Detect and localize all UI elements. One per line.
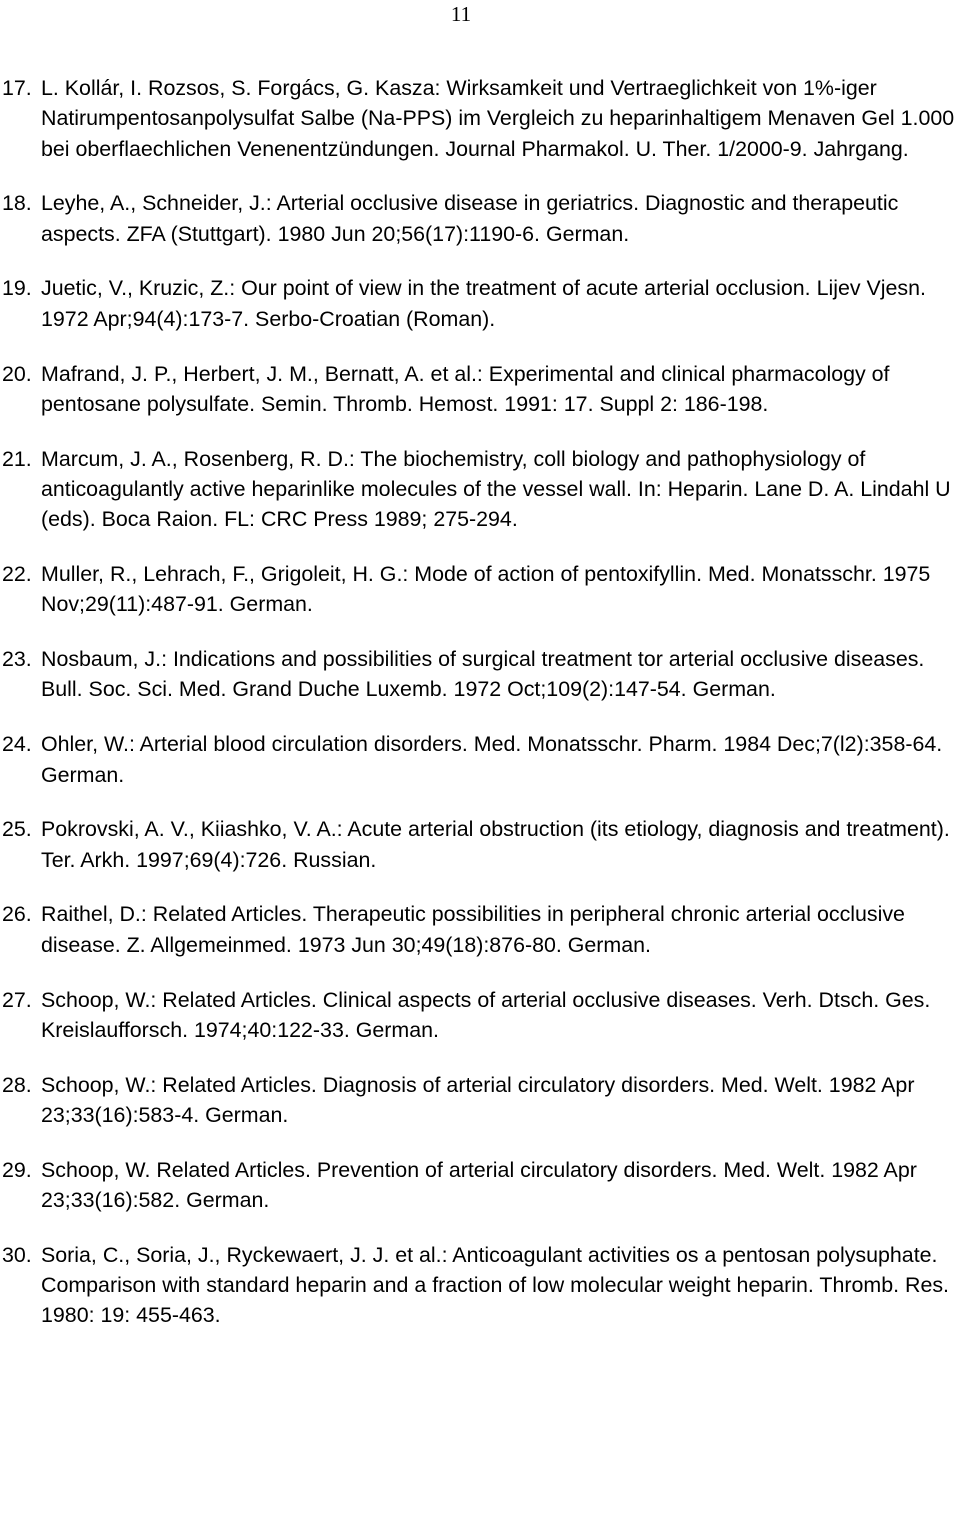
reference-item: [0, 729, 960, 790]
reference-number: 17.: [2, 76, 32, 100]
reference-text: Pokrovski, A. V., Kiiashko, V. A.: Acute arterial obstruction (its etiology, diagnosis and treatment). Ter. Arkh. 1997;69(4):726. Russian.: [41, 817, 950, 872]
reference-number: 27.: [2, 987, 32, 1012]
reference-number: 18.: [2, 191, 32, 216]
reference-text: Ohler, W.: Arterial blood circulation disorders. Med. Monatsschr. Pharm. 1984 Dec;7(l2):358-64. German.: [41, 732, 943, 787]
reference-text: Mafrand, J. P., Herbert, J. M., Bernatt, A. et al.: Experimental and clinical pharmacology of pentosane polysulfate. Semin. Thromb. Hemost. 1991: 17. Suppl 2: 186-198.: [41, 361, 890, 416]
reference-number: 24.: [2, 732, 32, 757]
reference-text: Muller, R., Lehrach, F., Grigoleit, H. G.: Mode of action of pentoxifyllin. Med. Monatsschr. 1975 Nov;29(11):487-91. German.: [41, 562, 931, 617]
reference-item: [0, 1070, 960, 1131]
reference-item: [0, 444, 960, 535]
reference-text: Marcum, J. A., Rosenberg, R. D.: The biochemistry, coll biology and pathophysiology of anticoagulantly active heparinlike molecules of the vessel wall. In: Heparin. Lane D. A. Lindahl U (eds). Boca Raion. FL: CRC Press 1989; 275-294.: [41, 446, 951, 532]
reference-text: Leyhe, A., Schneider, J.: Arterial occlusive disease in geriatrics. Diagnostic and therapeutic aspects. ZFA (Stuttgart). 1980 Jun 20;56(17):1190-6. German.: [41, 191, 899, 246]
reference-number: 29.: [2, 1157, 32, 1182]
reference-item: [0, 899, 960, 960]
reference-number: 23.: [2, 647, 32, 672]
reference-item: [0, 814, 960, 875]
reference-number: 20.: [2, 361, 32, 386]
reference-item: [0, 1240, 960, 1331]
reference-item: [0, 73, 960, 164]
reference-item: [0, 359, 960, 420]
reference-item: [0, 644, 960, 705]
reference-text: Schoop, W.: Related Articles. Clinical aspects of arterial occlusive diseases. Verh. Dtsch. Ges. Kreislaufforsch. 1974;40:122-33. German.: [41, 987, 931, 1042]
reference-item: [0, 985, 960, 1046]
reference-text: Soria, C., Soria, J., Ryckewaert, J. J. et al.: Anticoagulant activities os a pentosan polysuphate. Comparison with standard heparin and a fraction of low molecular weight heparin. Thromb. Res. 1980: 19: 455-463.: [41, 1242, 949, 1328]
reference-item: [0, 188, 960, 249]
page-number: 11: [450, 2, 472, 26]
reference-item: [0, 1155, 960, 1216]
reference-number: 19.: [2, 276, 32, 301]
reference-text: Schoop, W. Related Articles. Prevention of arterial circulatory disorders. Med. Welt. 1982 Apr 23;33(16):582. German.: [41, 1157, 917, 1213]
reference-text: Juetic, V., Kruzic, Z.: Our point of view in the treatment of acute arterial occlusion. Lijev Vjesn. 1972 Apr;94(4):173-7. Serbo-Croatian (Roman).: [41, 276, 926, 331]
reference-item: [0, 559, 960, 620]
reference-text: Nosbaum, J.: Indications and possibilities of surgical treatment tor arterial occlusive diseases. Bull. Soc. Sci. Med. Grand Duche Luxemb. 1972 Oct;109(2):147-54. German.: [41, 647, 925, 702]
reference-number: 30.: [2, 1242, 32, 1267]
reference-text: Raithel, D.: Related Articles. Therapeutic possibilities in peripheral chronic arterial occlusive disease. Z. Allgemeinmed. 1973 Jun 30;49(18):876-80. German.: [41, 902, 905, 957]
reference-number: 21.: [2, 446, 32, 471]
reference-list: [0, 73, 960, 1355]
reference-number: 26.: [2, 902, 32, 927]
reference-number: 28.: [2, 1072, 32, 1097]
reference-text: L. Kollár, I. Rozsos, S. Forgács, G. Kasza: Wirksamkeit und Vertraeglichkeit von 1%-iger Natirumpentosanpolysulfat Salbe (Na-PPS) im Vergleich zu heparinhaltigem Menaven Gel 1.000 bei oberflaechlichen Venenentzündungen. Journal Pharmakol. U. Ther. 1/2000-9. Jahrgang.: [41, 76, 955, 161]
reference-number: 22.: [2, 562, 32, 587]
reference-text: Schoop, W.: Related Articles. Diagnosis of arterial circulatory disorders. Med. Welt. 1982 Apr 23;33(16):583-4. German.: [41, 1072, 915, 1127]
reference-number: 25.: [2, 817, 32, 842]
reference-item: [0, 273, 960, 334]
